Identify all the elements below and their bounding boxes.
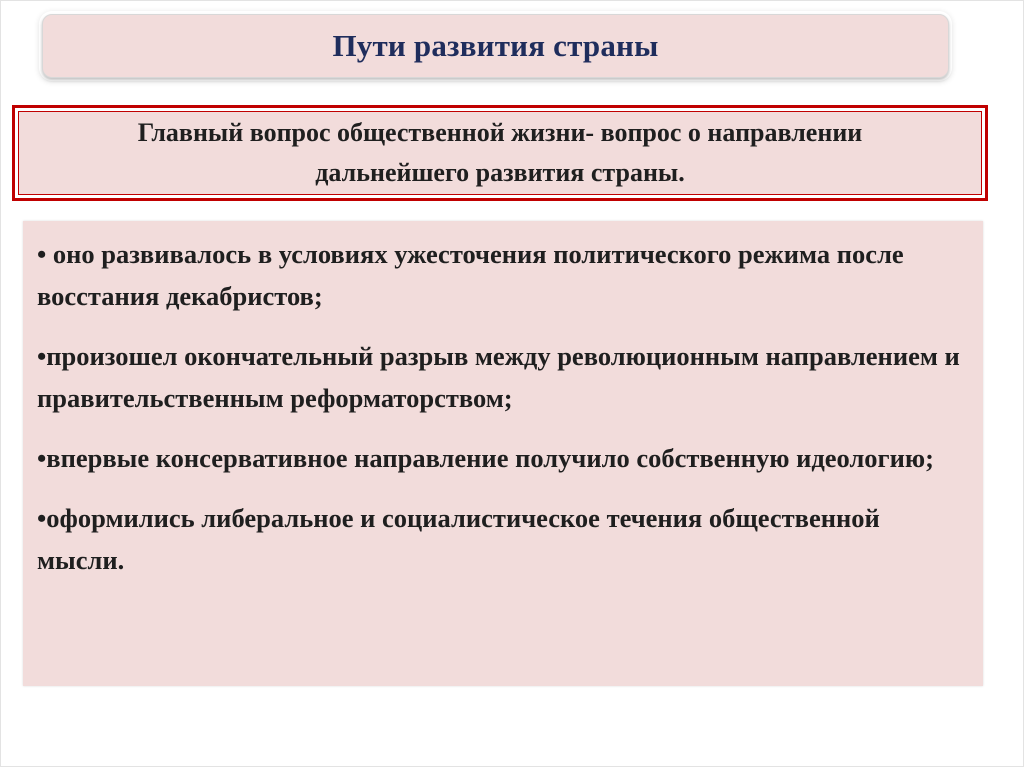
bullet-item-4: •оформились либеральное и социалистическое течения общественной мысли. [37,503,880,575]
title-banner [42,14,949,78]
bullet-list [23,221,983,581]
subtitle-frame [12,105,988,201]
bullet-item-3: •впервые консервативное направление получило собственную идеологию; [37,443,934,473]
bullet-item-2: •произошел окончательный разрыв между революционным направлением и правительственным реформаторством; [37,341,960,413]
content-panel [23,221,983,686]
subtitle-panel [18,111,982,195]
bullet-item-1: • оно развивалось в условиях ужесточения политического режима после восстания декабристов; [37,239,904,311]
slide-title: Пути развития страны [332,28,659,63]
subtitle-text: Главный вопрос общественной жизни- вопрос о направлении дальнейшего развития страны. [137,118,863,187]
